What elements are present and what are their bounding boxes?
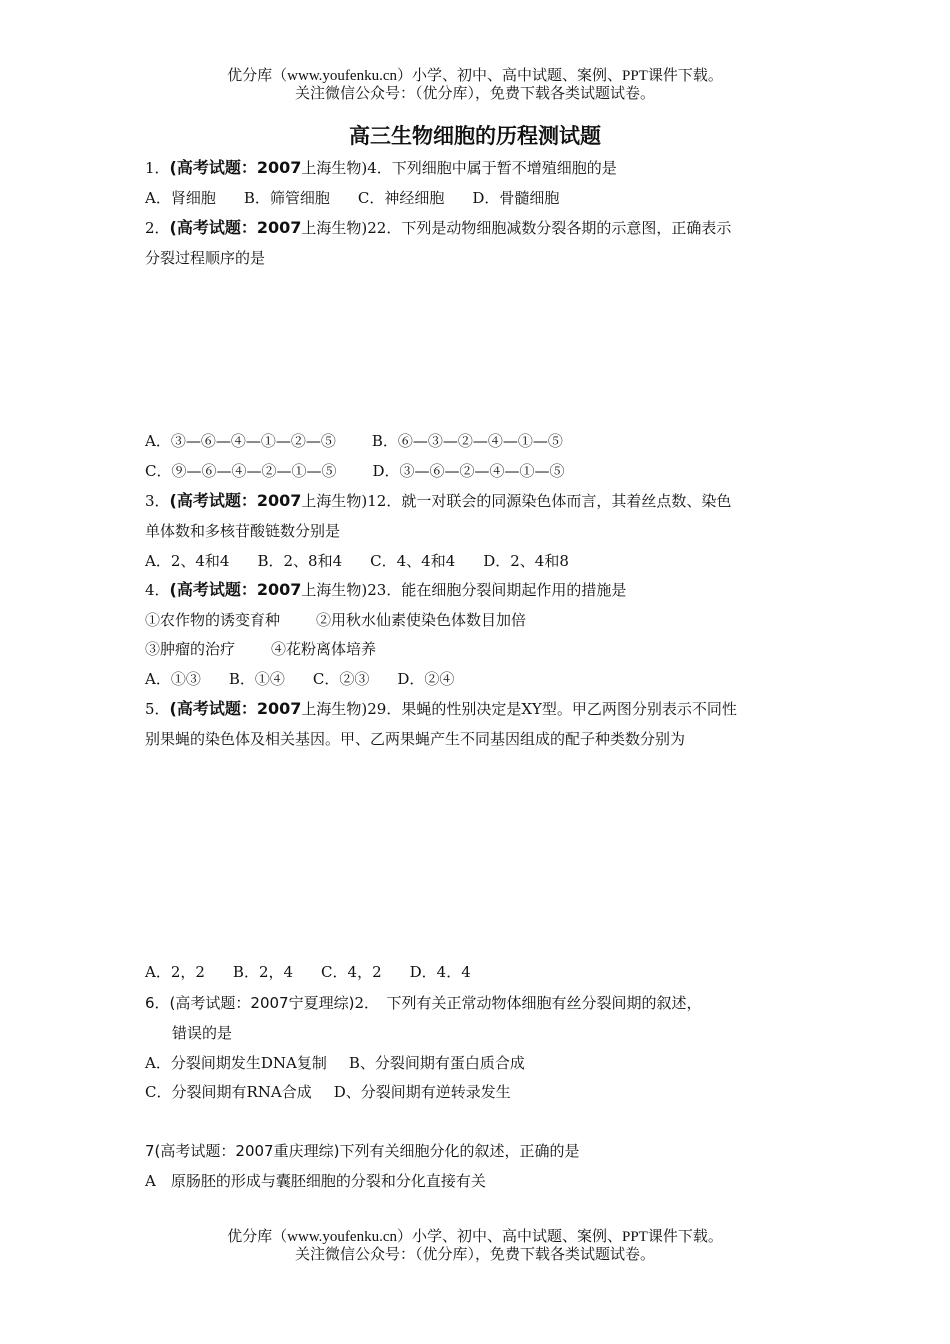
option-a: A．分裂间期发生DNA复制 <box>145 1054 327 1072</box>
option-d: D．骨髓细胞 <box>472 189 560 207</box>
option-d: D．②④ <box>397 670 455 688</box>
item-4: ④花粉离体培养 <box>271 640 377 658</box>
question-text: 上海生物)23．能在细胞分裂间期起作用的措施是 <box>301 581 627 599</box>
question-5 <box>145 699 737 719</box>
question-text: 上海生物)4．下列细胞中属于暂不增殖细胞的是 <box>301 159 617 177</box>
question-text: 上海生物)22．下列是动物细胞减数分裂各期的示意图，正确表示 <box>301 219 732 237</box>
question-number: 1． <box>145 159 170 177</box>
page-title: 高三生物细胞的历程测试题 <box>349 124 601 148</box>
item-1: ①农作物的诱变育种 <box>145 611 281 629</box>
option-b: B．①④ <box>228 670 285 688</box>
question-text: 上海生物)29．果蝇的性别决定是XY型。甲乙两图分别表示不同性 <box>301 700 737 718</box>
option-a: A．③—⑥—④—①—②—⑤ <box>145 432 336 450</box>
question-text: 上海生物)12．就一对联会的同源染色体而言，其着丝点数、染色 <box>301 492 732 510</box>
question-2-continued: 分裂过程顺序的是 <box>145 249 266 267</box>
footer-line-2: 关注微信公众号：（优分库），免费下载各类试题试卷。 <box>294 1247 655 1263</box>
question-4-items-row-2 <box>145 639 376 659</box>
question-5-options <box>145 962 471 982</box>
question-1-options <box>145 188 559 208</box>
question-4-options <box>145 669 454 689</box>
question-number: 3． <box>145 492 170 510</box>
question-source-tag: (高考试题：2007 <box>169 218 302 237</box>
question-3-continued: 单体数和多核苷酸链数分别是 <box>145 522 341 540</box>
question-text: 下列有关细胞分化的叙述，正确的是 <box>339 1142 580 1160</box>
option-b: B．⑥—③—②—④—①—⑤ <box>371 432 563 450</box>
question-2-options-row-2 <box>145 461 565 481</box>
option-c: C．4、4和4 <box>370 552 456 570</box>
question-number: 6． <box>145 994 170 1012</box>
question-7 <box>145 1141 579 1161</box>
question-number: 4． <box>145 581 170 599</box>
question-number: 2． <box>145 219 170 237</box>
question-source-tag: (高考试题：2007重庆理综) <box>154 1142 340 1160</box>
question-number: 5． <box>145 700 170 718</box>
option-d: D、分裂间期有逆转录发生 <box>333 1083 511 1101</box>
option-d: D．③—⑥—②—④—①—⑤ <box>372 462 565 480</box>
footer-line-1: 优分库（www.youfenku.cn）小学、初中、高中试题、案例、PPT课件下载。 <box>227 1229 723 1245</box>
option-a: A．2，2 <box>145 963 205 981</box>
question-source-tag: (高考试题：2007 <box>169 580 302 599</box>
option-b: B．2，4 <box>232 963 294 981</box>
option-c: C．分裂间期有RNA合成 <box>145 1083 312 1101</box>
question-6-continued: 错误的是 <box>172 1024 233 1042</box>
item-2: ②用秋水仙素使染色体数目加倍 <box>316 611 527 629</box>
header-line-2: 关注微信公众号：（优分库），免费下载各类试题试卷。 <box>294 86 655 102</box>
question-4-items-row-1 <box>145 610 526 630</box>
item-3: ③肿瘤的治疗 <box>145 640 236 658</box>
question-source-tag: (高考试题：2007 <box>169 491 302 510</box>
option-d: D．4．4 <box>409 963 471 981</box>
header-line-1: 优分库（www.youfenku.cn）小学、初中、高中试题、案例、PPT课件下载。 <box>227 68 723 84</box>
question-6-options-row-1 <box>145 1053 525 1073</box>
option-a: A．①③ <box>145 670 201 688</box>
question-4 <box>145 580 626 600</box>
question-number: 7 <box>145 1142 155 1160</box>
question-3-options <box>145 551 569 571</box>
question-7-option-a: A 原肠胚的形成与囊胚细胞的分裂和分化直接有关 <box>145 1172 486 1190</box>
option-a: A．肾细胞 <box>145 189 216 207</box>
question-5-continued: 别果蝇的染色体及相关基因。甲、乙两果蝇产生不同基因组成的配子种类数分别为 <box>145 730 686 748</box>
option-c: C．⑨—⑥—④—②—①—⑤ <box>145 462 337 480</box>
page-footer <box>0 1228 950 1264</box>
question-2 <box>145 218 731 238</box>
question-source-tag: (高考试题：2007 <box>169 699 302 718</box>
option-d: D．2、4和8 <box>483 552 569 570</box>
page-header <box>0 67 950 103</box>
option-c: C．4，2 <box>321 963 382 981</box>
option-b: B．2、8和4 <box>257 552 343 570</box>
option-c: C．②③ <box>312 670 370 688</box>
question-6-options-row-2 <box>145 1082 511 1102</box>
option-a: A．2、4和4 <box>145 552 230 570</box>
question-3 <box>145 491 731 511</box>
question-source-tag: (高考试题：2007 <box>169 158 302 177</box>
option-c: C．神经细胞 <box>357 189 445 207</box>
question-6 <box>145 993 701 1013</box>
question-2-options-row-1 <box>145 431 563 451</box>
question-text: 2． 下列有关正常动物体细胞有丝分裂间期的叙述， <box>354 994 702 1012</box>
question-source-tag: (高考试题：2007宁夏理综) <box>169 994 355 1012</box>
option-b: B．筛管细胞 <box>243 189 330 207</box>
option-b: B、分裂间期有蛋白质合成 <box>348 1054 525 1072</box>
question-1 <box>145 158 617 178</box>
